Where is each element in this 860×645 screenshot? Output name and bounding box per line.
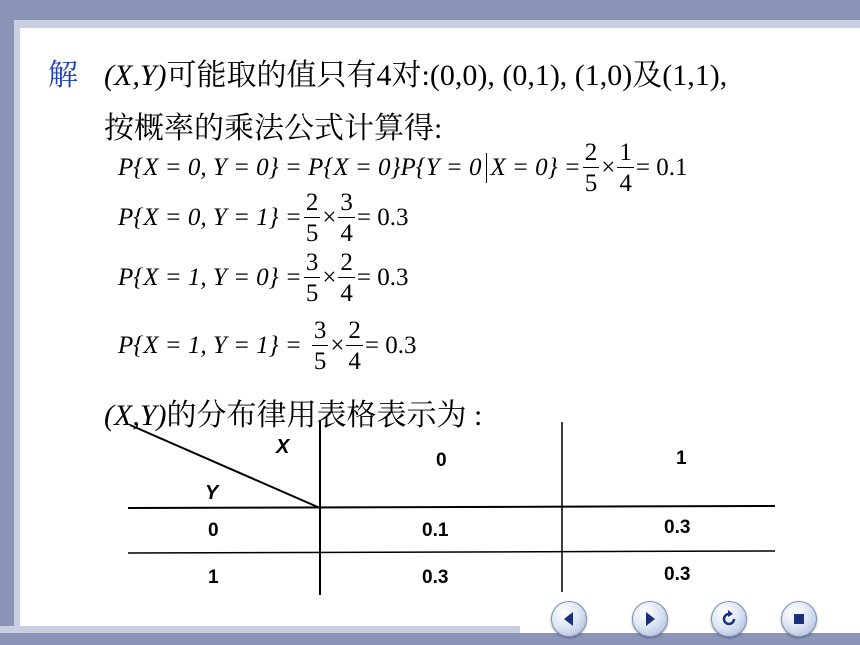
eq3-lhs: P{X = 1, Y = 0} = xyxy=(118,264,302,291)
table-cell-0-1: 0.3 xyxy=(664,517,691,538)
eq4-frac-1: $\frac{3}{5}$ xyxy=(313,317,327,375)
eq2-frac-2: $\frac{3}{4}$ xyxy=(340,189,353,247)
table-cell-0-0: 0.1 xyxy=(422,520,449,541)
eq1-lhs: P{X = 0, Y = 0} = P{X = 0}P{Y = 0 xyxy=(118,154,482,181)
prev-arrow-icon xyxy=(559,609,579,629)
eq3-result: = 0.3 xyxy=(356,264,409,291)
solution-label: 解 xyxy=(48,59,78,92)
times-sign: × xyxy=(601,154,616,181)
table-x-value-0: 0 xyxy=(436,450,447,471)
table-x-label: X xyxy=(276,436,290,458)
next-slide-button[interactable] xyxy=(632,601,668,637)
reload-icon xyxy=(719,609,739,629)
pair-xy: (X,Y) xyxy=(104,59,167,92)
next-arrow-icon xyxy=(640,609,660,629)
table-intro-text: 的分布律用表格表示为 : xyxy=(166,399,483,432)
table-diagonal-line xyxy=(130,425,320,508)
eq1-cond: X = 0} = xyxy=(490,154,581,181)
table-x-value-1: 1 xyxy=(676,448,687,469)
eq3-frac-1: $\frac{3}{5}$ xyxy=(305,249,319,307)
eq2-lhs: P{X = 0, Y = 1} = xyxy=(118,204,302,231)
eq1-frac-1: $\frac{2}{5}$ xyxy=(584,139,598,197)
eq4-lhs: P{X = 1, Y = 1} = xyxy=(118,332,302,359)
and-word: 及 xyxy=(632,59,663,92)
stop-button[interactable] xyxy=(781,601,817,637)
eq4-result: = 0.3 xyxy=(364,332,417,359)
times-sign: × xyxy=(322,264,337,291)
prev-slide-button[interactable] xyxy=(551,601,587,637)
eq2-result: = 0.3 xyxy=(356,204,409,231)
table-header-rule xyxy=(128,506,775,508)
table-y-label: Y xyxy=(205,482,219,504)
eq1-result: = 0.1 xyxy=(635,154,688,181)
reload-button[interactable] xyxy=(711,601,747,637)
times-sign: × xyxy=(322,204,337,231)
times-sign: × xyxy=(330,332,345,359)
value-pairs: (0,0), (0,1), (1,0) xyxy=(429,59,633,92)
last-pair: (1,1), xyxy=(662,59,728,92)
intro-text: 可能取的值只有4对: xyxy=(166,59,430,92)
table-cell-1-0: 0.3 xyxy=(422,567,449,588)
eq3-frac-2: $\frac{2}{4}$ xyxy=(340,249,353,307)
table-y-value-1: 1 xyxy=(208,567,219,588)
table-row-rule xyxy=(128,551,775,553)
table-y-value-0: 0 xyxy=(208,520,219,541)
stop-icon xyxy=(789,609,809,629)
eq4-frac-2: $\frac{2}{4}$ xyxy=(348,317,361,375)
pair-xy-2: (X,Y) xyxy=(104,399,167,432)
eq2-frac-1: $\frac{2}{5}$ xyxy=(305,189,319,247)
table-cell-1-1: 0.3 xyxy=(664,564,691,585)
method-line: 按概率的乘法公式计算得: xyxy=(104,112,443,145)
eq1-frac-2: $\frac{1}{4}$ xyxy=(619,139,632,197)
